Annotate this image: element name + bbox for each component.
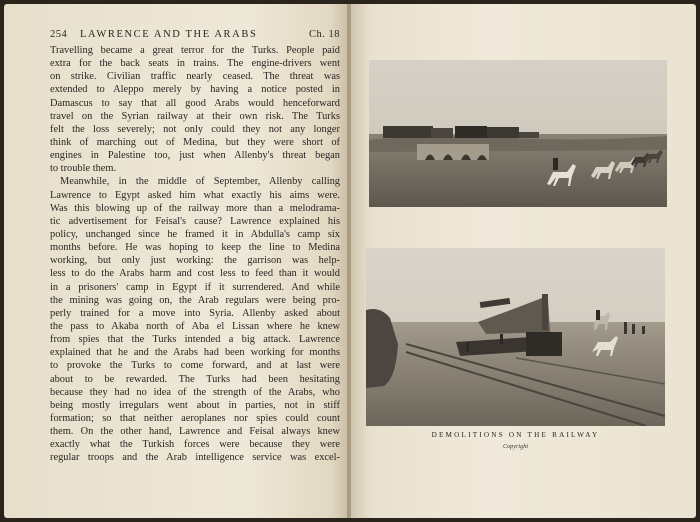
- text-line: engines in Palestine too, just when Allenby's threat began: [50, 150, 340, 162]
- text-line: Travelling became a great terror for the Turks. People paid: [50, 45, 340, 56]
- text-line: months before. He was hoping to keep the line to Medina: [50, 242, 340, 254]
- text-line: felt the loss severely; not only could they not any longer: [50, 123, 340, 135]
- text-line: to provoke the Turks to come forward, and at last were: [50, 360, 340, 372]
- text-line: to trouble them.: [50, 163, 117, 175]
- photo-credit: Copyright: [502, 443, 529, 450]
- text-line: think of marching out of Medina, but they were short of: [50, 136, 340, 148]
- text-line: Was this blowing up of the railway more than a melodrama-: [50, 202, 340, 214]
- text-line: on strike. Civilian traffic nearly ceased. The threat was: [50, 71, 340, 83]
- text-line: formation; so that neither aeroplanes nor spies could count: [50, 412, 340, 424]
- text-line: them. On the other hand, Lawrence and Feisal always knew: [50, 426, 340, 438]
- text-line: exactly what the Turkish forces were because they were: [50, 439, 340, 451]
- text-line: tic advertisement for Feisal's cause? Lawrence explained his: [50, 215, 340, 227]
- text-line: about to be rewarded. The Turks had been hesitating: [50, 373, 340, 385]
- text-line: the pass to Akaba north of Aba el Lissan where he knew: [50, 320, 340, 332]
- text-line: extra for the back seats in trains. The engine-drivers went: [50, 58, 340, 70]
- text-line: extended to Aleppo merely by having a notice posted in: [50, 84, 340, 96]
- text-line: because they had no idea of the strength of the Arabs, who: [50, 386, 340, 398]
- text-line: policy, unchanged since he framed it in Abdulla's camp six: [50, 228, 340, 240]
- text-line: in a prisoners' camp in Egypt if it surrendered. And while: [50, 281, 340, 293]
- text-line: the mining was going on, the Arab regulars were being pro-: [50, 294, 340, 306]
- body-text: [50, 44, 340, 465]
- running-title: LAWRENCE AND THE ARABS: [80, 29, 258, 40]
- book-gutter: [347, 4, 351, 518]
- text-line: Damascus to say that all good Arabs would henceforward: [50, 97, 340, 109]
- text-line: travel on the Syrian railway at their own risk. The Turks: [50, 110, 340, 122]
- running-head: [50, 29, 340, 43]
- text-line: Lawrence to Egypt asked him what exactly his aims were.: [50, 189, 340, 201]
- text-line: regular troops and the Arab intelligence service was excel-: [50, 452, 340, 464]
- text-line: less to do the Arabs harm and cost less to feed than it would: [50, 268, 340, 280]
- photo-train-camels: [369, 60, 667, 207]
- chapter-label: Ch. 18: [308, 29, 340, 40]
- text-line: Meanwhile, in the middle of September, Allenby calling: [60, 176, 340, 188]
- text-line: perly trained for a move into Syria. Allenby asked about: [50, 307, 340, 319]
- text-line: being mostly irregulars went about in parties, not in stiff: [50, 399, 340, 411]
- text-line: explained that he and the Arabs had been working for months: [50, 347, 340, 359]
- page-number: 254: [50, 29, 68, 40]
- photo-caption: DEMOLITIONS ON THE RAILWAY: [431, 431, 600, 439]
- text-line: working, but only just working: the garrison was help-: [50, 255, 340, 267]
- photo-demolitions: [366, 248, 665, 426]
- text-line: from spies that the Turks intended a big attack. Lawrence: [50, 334, 340, 346]
